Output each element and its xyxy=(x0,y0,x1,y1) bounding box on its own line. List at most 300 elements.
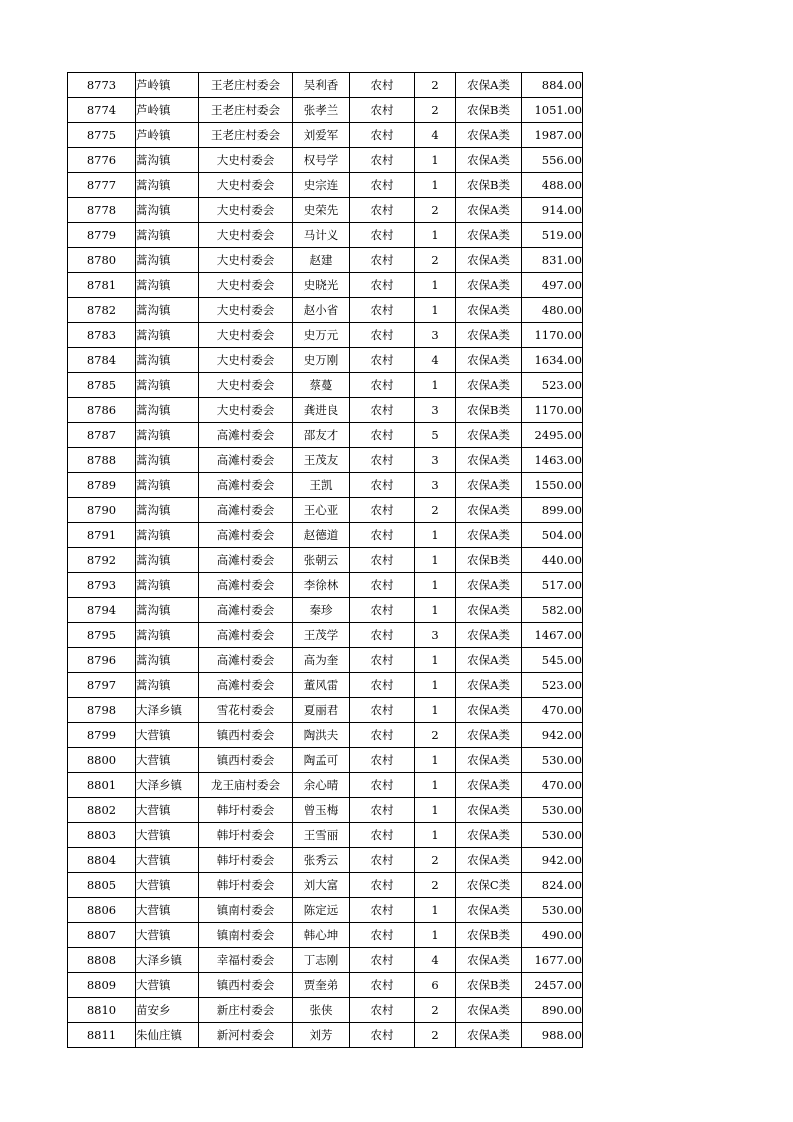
cell-name: 赵建 xyxy=(293,248,350,273)
cell-name: 邵友才 xyxy=(293,423,350,448)
cell-household-type: 农村 xyxy=(350,873,415,898)
cell-village-committee: 高滩村委会 xyxy=(199,673,293,698)
cell-category: 农保A类 xyxy=(456,1023,522,1048)
table-row xyxy=(68,198,583,223)
cell-household-type: 农村 xyxy=(350,373,415,398)
cell-name: 刘爱军 xyxy=(293,123,350,148)
cell-household-type: 农村 xyxy=(350,98,415,123)
cell-village-committee: 高滩村委会 xyxy=(199,598,293,623)
cell-serial-number: 8792 xyxy=(68,548,136,573)
cell-category: 农保B类 xyxy=(456,548,522,573)
table-row xyxy=(68,848,583,873)
cell-township: 蒿沟镇 xyxy=(136,273,199,298)
cell-person-count: 3 xyxy=(415,473,456,498)
cell-category: 农保B类 xyxy=(456,973,522,998)
cell-person-count: 2 xyxy=(415,498,456,523)
cell-township: 蒿沟镇 xyxy=(136,648,199,673)
cell-person-count: 1 xyxy=(415,673,456,698)
cell-category: 农保A类 xyxy=(456,573,522,598)
cell-amount: 1677.00 xyxy=(522,948,583,973)
cell-village-committee: 王老庄村委会 xyxy=(199,98,293,123)
cell-household-type: 农村 xyxy=(350,73,415,98)
cell-category: 农保A类 xyxy=(456,523,522,548)
cell-household-type: 农村 xyxy=(350,348,415,373)
cell-category: 农保A类 xyxy=(456,773,522,798)
cell-village-committee: 大史村委会 xyxy=(199,248,293,273)
cell-township: 芦岭镇 xyxy=(136,73,199,98)
cell-township: 大泽乡镇 xyxy=(136,948,199,973)
cell-name: 余心晴 xyxy=(293,773,350,798)
cell-person-count: 2 xyxy=(415,723,456,748)
cell-township: 蒿沟镇 xyxy=(136,498,199,523)
cell-person-count: 1 xyxy=(415,523,456,548)
cell-name: 权号学 xyxy=(293,148,350,173)
cell-name: 史荣先 xyxy=(293,198,350,223)
cell-household-type: 农村 xyxy=(350,198,415,223)
cell-serial-number: 8806 xyxy=(68,898,136,923)
cell-amount: 530.00 xyxy=(522,748,583,773)
cell-township: 蒿沟镇 xyxy=(136,348,199,373)
cell-serial-number: 8799 xyxy=(68,723,136,748)
cell-category: 农保A类 xyxy=(456,623,522,648)
cell-serial-number: 8804 xyxy=(68,848,136,873)
cell-name: 王茂友 xyxy=(293,448,350,473)
cell-amount: 523.00 xyxy=(522,673,583,698)
cell-household-type: 农村 xyxy=(350,148,415,173)
cell-person-count: 2 xyxy=(415,198,456,223)
cell-category: 农保A类 xyxy=(456,248,522,273)
cell-serial-number: 8778 xyxy=(68,198,136,223)
cell-person-count: 1 xyxy=(415,373,456,398)
cell-amount: 497.00 xyxy=(522,273,583,298)
cell-township: 蒿沟镇 xyxy=(136,548,199,573)
cell-village-committee: 镇南村委会 xyxy=(199,923,293,948)
table-row xyxy=(68,898,583,923)
cell-amount: 470.00 xyxy=(522,698,583,723)
table-row xyxy=(68,673,583,698)
cell-village-committee: 新庄村委会 xyxy=(199,998,293,1023)
cell-amount: 1550.00 xyxy=(522,473,583,498)
cell-category: 农保A类 xyxy=(456,598,522,623)
cell-name: 高为奎 xyxy=(293,648,350,673)
cell-serial-number: 8777 xyxy=(68,173,136,198)
cell-household-type: 农村 xyxy=(350,698,415,723)
cell-village-committee: 高滩村委会 xyxy=(199,623,293,648)
cell-household-type: 农村 xyxy=(350,1023,415,1048)
cell-household-type: 农村 xyxy=(350,323,415,348)
cell-category: 农保A类 xyxy=(456,123,522,148)
cell-serial-number: 8789 xyxy=(68,473,136,498)
cell-name: 史万刚 xyxy=(293,348,350,373)
cell-township: 蒿沟镇 xyxy=(136,448,199,473)
cell-village-committee: 韩圩村委会 xyxy=(199,873,293,898)
cell-township: 蒿沟镇 xyxy=(136,173,199,198)
cell-amount: 1170.00 xyxy=(522,323,583,348)
cell-name: 李徐林 xyxy=(293,573,350,598)
table-row xyxy=(68,223,583,248)
cell-name: 董风雷 xyxy=(293,673,350,698)
table-row xyxy=(68,873,583,898)
cell-amount: 504.00 xyxy=(522,523,583,548)
cell-serial-number: 8783 xyxy=(68,323,136,348)
cell-serial-number: 8780 xyxy=(68,248,136,273)
cell-name: 王茂学 xyxy=(293,623,350,648)
cell-person-count: 2 xyxy=(415,248,456,273)
cell-name: 史晓光 xyxy=(293,273,350,298)
cell-village-committee: 镇西村委会 xyxy=(199,973,293,998)
cell-village-committee: 大史村委会 xyxy=(199,173,293,198)
cell-category: 农保A类 xyxy=(456,498,522,523)
table-row xyxy=(68,773,583,798)
cell-household-type: 农村 xyxy=(350,298,415,323)
table-row xyxy=(68,523,583,548)
table-row xyxy=(68,123,583,148)
cell-name: 秦珍 xyxy=(293,598,350,623)
cell-amount: 1467.00 xyxy=(522,623,583,648)
cell-amount: 488.00 xyxy=(522,173,583,198)
cell-township: 蒿沟镇 xyxy=(136,373,199,398)
table-row xyxy=(68,448,583,473)
cell-person-count: 2 xyxy=(415,73,456,98)
cell-household-type: 农村 xyxy=(350,498,415,523)
cell-village-committee: 大史村委会 xyxy=(199,323,293,348)
table-row xyxy=(68,273,583,298)
cell-village-committee: 龙王庙村委会 xyxy=(199,773,293,798)
cell-person-count: 1 xyxy=(415,898,456,923)
cell-serial-number: 8781 xyxy=(68,273,136,298)
cell-amount: 480.00 xyxy=(522,298,583,323)
cell-township: 大营镇 xyxy=(136,898,199,923)
cell-person-count: 1 xyxy=(415,798,456,823)
cell-household-type: 农村 xyxy=(350,748,415,773)
cell-household-type: 农村 xyxy=(350,473,415,498)
cell-category: 农保A类 xyxy=(456,373,522,398)
cell-person-count: 1 xyxy=(415,548,456,573)
cell-village-committee: 大史村委会 xyxy=(199,198,293,223)
cell-name: 马计义 xyxy=(293,223,350,248)
cell-name: 曾玉梅 xyxy=(293,798,350,823)
cell-serial-number: 8798 xyxy=(68,698,136,723)
cell-serial-number: 8786 xyxy=(68,398,136,423)
cell-village-committee: 高滩村委会 xyxy=(199,423,293,448)
table-row xyxy=(68,548,583,573)
cell-household-type: 农村 xyxy=(350,248,415,273)
cell-category: 农保A类 xyxy=(456,898,522,923)
cell-household-type: 农村 xyxy=(350,523,415,548)
cell-category: 农保A类 xyxy=(456,73,522,98)
cell-category: 农保B类 xyxy=(456,923,522,948)
cell-township: 大营镇 xyxy=(136,973,199,998)
cell-village-committee: 大史村委会 xyxy=(199,398,293,423)
cell-category: 农保A类 xyxy=(456,348,522,373)
cell-township: 蒿沟镇 xyxy=(136,673,199,698)
cell-person-count: 1 xyxy=(415,923,456,948)
table-row xyxy=(68,923,583,948)
cell-person-count: 2 xyxy=(415,848,456,873)
cell-category: 农保A类 xyxy=(456,198,522,223)
table-row xyxy=(68,298,583,323)
cell-amount: 942.00 xyxy=(522,848,583,873)
cell-amount: 1051.00 xyxy=(522,98,583,123)
table-row xyxy=(68,998,583,1023)
cell-household-type: 农村 xyxy=(350,898,415,923)
cell-name: 王雪丽 xyxy=(293,823,350,848)
cell-person-count: 4 xyxy=(415,123,456,148)
cell-person-count: 3 xyxy=(415,623,456,648)
cell-township: 蒿沟镇 xyxy=(136,423,199,448)
cell-household-type: 农村 xyxy=(350,723,415,748)
cell-category: 农保A类 xyxy=(456,223,522,248)
cell-person-count: 1 xyxy=(415,648,456,673)
cell-serial-number: 8785 xyxy=(68,373,136,398)
cell-name: 赵小省 xyxy=(293,298,350,323)
table-row xyxy=(68,473,583,498)
table-row xyxy=(68,348,583,373)
cell-serial-number: 8774 xyxy=(68,98,136,123)
cell-household-type: 农村 xyxy=(350,673,415,698)
cell-category: 农保A类 xyxy=(456,323,522,348)
cell-serial-number: 8791 xyxy=(68,523,136,548)
cell-name: 龚进良 xyxy=(293,398,350,423)
cell-person-count: 1 xyxy=(415,173,456,198)
roster-table xyxy=(67,72,583,1048)
cell-name: 吴利香 xyxy=(293,73,350,98)
table-row xyxy=(68,648,583,673)
table-row xyxy=(68,98,583,123)
cell-person-count: 6 xyxy=(415,973,456,998)
cell-township: 蒿沟镇 xyxy=(136,148,199,173)
cell-amount: 1634.00 xyxy=(522,348,583,373)
cell-amount: 890.00 xyxy=(522,998,583,1023)
cell-person-count: 2 xyxy=(415,1023,456,1048)
cell-amount: 490.00 xyxy=(522,923,583,948)
cell-person-count: 1 xyxy=(415,148,456,173)
cell-name: 丁志刚 xyxy=(293,948,350,973)
cell-serial-number: 8796 xyxy=(68,648,136,673)
cell-township: 蒿沟镇 xyxy=(136,398,199,423)
cell-village-committee: 雪花村委会 xyxy=(199,698,293,723)
cell-village-committee: 镇西村委会 xyxy=(199,723,293,748)
cell-household-type: 农村 xyxy=(350,448,415,473)
cell-amount: 545.00 xyxy=(522,648,583,673)
cell-amount: 517.00 xyxy=(522,573,583,598)
cell-name: 赵德道 xyxy=(293,523,350,548)
cell-name: 夏丽君 xyxy=(293,698,350,723)
cell-name: 陶孟可 xyxy=(293,748,350,773)
cell-township: 蒿沟镇 xyxy=(136,223,199,248)
cell-name: 贾奎弟 xyxy=(293,973,350,998)
cell-township: 大营镇 xyxy=(136,798,199,823)
cell-person-count: 1 xyxy=(415,748,456,773)
cell-village-committee: 镇南村委会 xyxy=(199,898,293,923)
cell-category: 农保B类 xyxy=(456,98,522,123)
cell-township: 大营镇 xyxy=(136,923,199,948)
cell-township: 蒿沟镇 xyxy=(136,298,199,323)
cell-village-committee: 高滩村委会 xyxy=(199,648,293,673)
cell-person-count: 1 xyxy=(415,573,456,598)
cell-person-count: 1 xyxy=(415,298,456,323)
cell-household-type: 农村 xyxy=(350,948,415,973)
cell-serial-number: 8810 xyxy=(68,998,136,1023)
cell-person-count: 1 xyxy=(415,773,456,798)
table-row xyxy=(68,698,583,723)
cell-person-count: 3 xyxy=(415,448,456,473)
cell-category: 农保A类 xyxy=(456,448,522,473)
cell-category: 农保A类 xyxy=(456,723,522,748)
table-row xyxy=(68,1023,583,1048)
cell-category: 农保C类 xyxy=(456,873,522,898)
cell-serial-number: 8802 xyxy=(68,798,136,823)
cell-serial-number: 8776 xyxy=(68,148,136,173)
cell-household-type: 农村 xyxy=(350,398,415,423)
table-row xyxy=(68,823,583,848)
cell-township: 蒿沟镇 xyxy=(136,198,199,223)
cell-serial-number: 8779 xyxy=(68,223,136,248)
cell-category: 农保A类 xyxy=(456,823,522,848)
cell-person-count: 2 xyxy=(415,98,456,123)
cell-category: 农保A类 xyxy=(456,148,522,173)
cell-amount: 899.00 xyxy=(522,498,583,523)
cell-person-count: 1 xyxy=(415,698,456,723)
cell-township: 蒿沟镇 xyxy=(136,523,199,548)
cell-amount: 582.00 xyxy=(522,598,583,623)
table-row xyxy=(68,498,583,523)
cell-village-committee: 大史村委会 xyxy=(199,373,293,398)
cell-name: 张孝兰 xyxy=(293,98,350,123)
cell-category: 农保A类 xyxy=(456,748,522,773)
cell-person-count: 3 xyxy=(415,323,456,348)
cell-serial-number: 8794 xyxy=(68,598,136,623)
cell-category: 农保A类 xyxy=(456,698,522,723)
cell-category: 农保A类 xyxy=(456,648,522,673)
table-row xyxy=(68,973,583,998)
cell-person-count: 1 xyxy=(415,823,456,848)
cell-serial-number: 8793 xyxy=(68,573,136,598)
cell-household-type: 农村 xyxy=(350,623,415,648)
table-row xyxy=(68,573,583,598)
cell-village-committee: 大史村委会 xyxy=(199,223,293,248)
cell-amount: 440.00 xyxy=(522,548,583,573)
cell-name: 张朝云 xyxy=(293,548,350,573)
cell-amount: 530.00 xyxy=(522,798,583,823)
cell-household-type: 农村 xyxy=(350,273,415,298)
cell-category: 农保A类 xyxy=(456,273,522,298)
cell-village-committee: 韩圩村委会 xyxy=(199,848,293,873)
cell-township: 苗安乡 xyxy=(136,998,199,1023)
cell-serial-number: 8787 xyxy=(68,423,136,448)
cell-person-count: 3 xyxy=(415,398,456,423)
cell-serial-number: 8809 xyxy=(68,973,136,998)
cell-name: 韩心坤 xyxy=(293,923,350,948)
cell-person-count: 1 xyxy=(415,273,456,298)
cell-household-type: 农村 xyxy=(350,548,415,573)
table-row xyxy=(68,323,583,348)
cell-person-count: 2 xyxy=(415,873,456,898)
cell-amount: 914.00 xyxy=(522,198,583,223)
cell-village-committee: 镇西村委会 xyxy=(199,748,293,773)
cell-township: 大营镇 xyxy=(136,823,199,848)
cell-township: 大营镇 xyxy=(136,873,199,898)
cell-village-committee: 王老庄村委会 xyxy=(199,123,293,148)
cell-serial-number: 8782 xyxy=(68,298,136,323)
cell-name: 刘芳 xyxy=(293,1023,350,1048)
cell-serial-number: 8801 xyxy=(68,773,136,798)
cell-person-count: 2 xyxy=(415,998,456,1023)
cell-category: 农保A类 xyxy=(456,998,522,1023)
cell-category: 农保A类 xyxy=(456,473,522,498)
cell-household-type: 农村 xyxy=(350,773,415,798)
cell-township: 大营镇 xyxy=(136,748,199,773)
cell-village-committee: 大史村委会 xyxy=(199,348,293,373)
table-row xyxy=(68,948,583,973)
cell-village-committee: 高滩村委会 xyxy=(199,473,293,498)
cell-township: 大泽乡镇 xyxy=(136,698,199,723)
cell-household-type: 农村 xyxy=(350,123,415,148)
cell-name: 刘大富 xyxy=(293,873,350,898)
cell-amount: 2457.00 xyxy=(522,973,583,998)
cell-amount: 824.00 xyxy=(522,873,583,898)
cell-village-committee: 王老庄村委会 xyxy=(199,73,293,98)
table-row xyxy=(68,373,583,398)
cell-household-type: 农村 xyxy=(350,173,415,198)
cell-serial-number: 8773 xyxy=(68,73,136,98)
cell-name: 史万元 xyxy=(293,323,350,348)
cell-household-type: 农村 xyxy=(350,648,415,673)
cell-township: 蒿沟镇 xyxy=(136,598,199,623)
cell-household-type: 农村 xyxy=(350,973,415,998)
cell-village-committee: 高滩村委会 xyxy=(199,448,293,473)
table-row xyxy=(68,148,583,173)
cell-name: 陶洪夫 xyxy=(293,723,350,748)
cell-amount: 942.00 xyxy=(522,723,583,748)
cell-village-committee: 大史村委会 xyxy=(199,298,293,323)
cell-person-count: 5 xyxy=(415,423,456,448)
cell-amount: 831.00 xyxy=(522,248,583,273)
cell-serial-number: 8797 xyxy=(68,673,136,698)
cell-amount: 1987.00 xyxy=(522,123,583,148)
cell-category: 农保A类 xyxy=(456,673,522,698)
cell-village-committee: 韩圩村委会 xyxy=(199,823,293,848)
table-row xyxy=(68,248,583,273)
roster-table-body xyxy=(68,73,583,1048)
cell-amount: 1170.00 xyxy=(522,398,583,423)
cell-name: 张秀云 xyxy=(293,848,350,873)
cell-township: 芦岭镇 xyxy=(136,123,199,148)
cell-household-type: 农村 xyxy=(350,423,415,448)
cell-name: 蔡蔓 xyxy=(293,373,350,398)
cell-village-committee: 大史村委会 xyxy=(199,273,293,298)
table-row xyxy=(68,623,583,648)
cell-serial-number: 8808 xyxy=(68,948,136,973)
cell-amount: 884.00 xyxy=(522,73,583,98)
cell-name: 张侠 xyxy=(293,998,350,1023)
cell-village-committee: 高滩村委会 xyxy=(199,498,293,523)
cell-township: 蒿沟镇 xyxy=(136,623,199,648)
table-row xyxy=(68,423,583,448)
cell-serial-number: 8800 xyxy=(68,748,136,773)
cell-township: 大泽乡镇 xyxy=(136,773,199,798)
cell-township: 蒿沟镇 xyxy=(136,473,199,498)
cell-amount: 530.00 xyxy=(522,898,583,923)
cell-name: 史宗连 xyxy=(293,173,350,198)
cell-village-committee: 韩圩村委会 xyxy=(199,798,293,823)
cell-village-committee: 高滩村委会 xyxy=(199,573,293,598)
cell-household-type: 农村 xyxy=(350,823,415,848)
cell-name: 王心亚 xyxy=(293,498,350,523)
cell-household-type: 农村 xyxy=(350,573,415,598)
cell-serial-number: 8803 xyxy=(68,823,136,848)
cell-serial-number: 8807 xyxy=(68,923,136,948)
